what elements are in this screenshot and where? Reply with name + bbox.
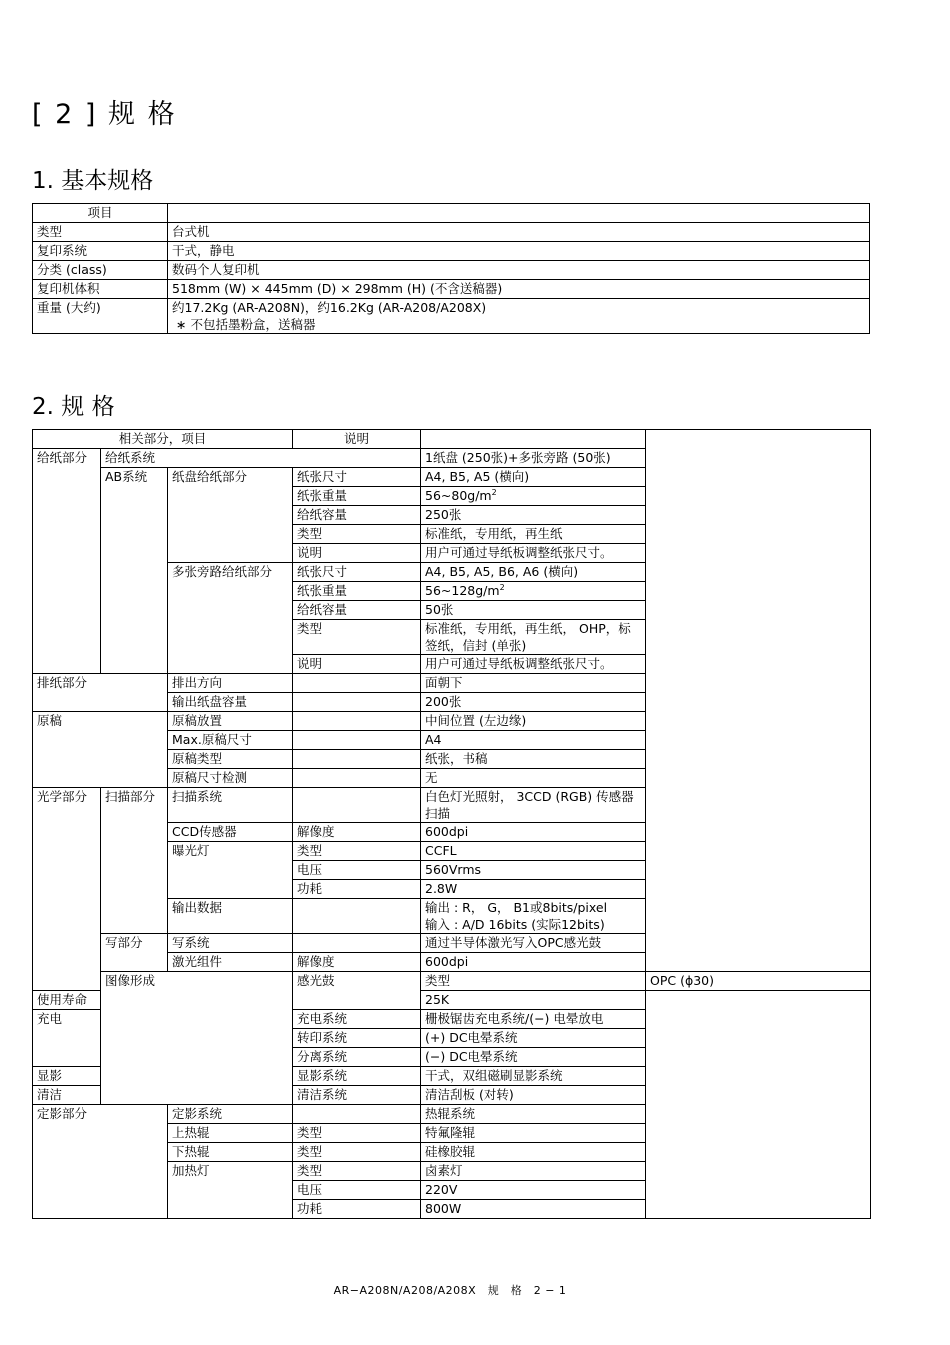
table-row: 输出纸盘容量 200张 xyxy=(33,693,871,712)
table-row: 纸张重量 $56\sim 80g/m^2$ xyxy=(33,487,871,506)
table-header-row: 相关部分，项目 说明 xyxy=(33,430,871,449)
table-row: 光学部分 扫描部分 扫描系统 白色灯光照射， 3CCD (RGB) 传感器扫描 xyxy=(33,788,871,823)
table-row: 显影 显影系统 干式，双组磁刷显影系统 xyxy=(33,1067,871,1086)
table-row: 纸张重量 $56\sim 128g/m^2$ xyxy=(33,582,871,601)
basic-spec-table xyxy=(32,203,870,334)
table-row: 充电 充电系统 栅极锯齿充电系统/(−) 电晕放电 xyxy=(33,1010,871,1029)
weight-note: ∗ 不包括墨粉盒，送稿器 xyxy=(176,317,316,332)
header-item: 项目 xyxy=(33,204,168,223)
table-row: 给纸容量 250张 xyxy=(33,506,871,525)
table-row: AB系统 纸盘给纸部分 纸张尺寸 A4, B5, A5 (横向) xyxy=(33,468,871,487)
table-row: 分类 (class) 数码个人复印机 xyxy=(33,261,870,280)
table-row: 说明 用户可通过导纸板调整纸张尺寸。 xyxy=(33,544,871,563)
table-row: 加热灯 类型 卤素灯 xyxy=(33,1162,871,1181)
table-row: 原稿 原稿放置 中间位置 (左边缘) xyxy=(33,712,871,731)
table-row: 激光组件 解像度 600dpi xyxy=(33,953,871,972)
table-row: 下热辊 类型 硅橡胶辊 xyxy=(33,1143,871,1162)
table-row: 分离系统 (−) DC电晕系统 xyxy=(33,1048,871,1067)
table-row: 类型 台式机 xyxy=(33,223,870,242)
table-row: 原稿尺寸检测 无 xyxy=(33,769,871,788)
table-row: 定影部分 定影系统 热辊系统 xyxy=(33,1105,871,1124)
table-row: 清洁 清洁系统 清洁刮板 (对转) xyxy=(33,1086,871,1105)
table-row: 类型 标准纸，专用纸，再生纸 xyxy=(33,525,871,544)
page-title: [ 2 ] 规 格 xyxy=(32,99,177,130)
table-row: 原稿类型 纸张，书稿 xyxy=(33,750,871,769)
table-row: 给纸容量 50张 xyxy=(33,601,871,620)
table-row: 写部分 写系统 通过半导体激光写入OPC感光鼓 xyxy=(33,934,871,953)
table-header-row xyxy=(33,204,870,223)
table-row: 类型 标准纸，专用纸，再生纸， OHP，标签纸，信封 (单张) xyxy=(33,620,871,655)
table-row: 重量 (大约) 约17.2Kg (AR-A208N)，约16.2Kg (AR-A208/A208X) ∗ 不包括墨粉盒，送稿器 xyxy=(33,299,870,334)
table-row: Max.原稿尺寸 A4 xyxy=(33,731,871,750)
table-row: 给纸部分 给纸系统 1纸盘 (250张)+多张旁路 (50张) xyxy=(33,449,871,468)
table-row: 排纸部分 排出方向 面朝下 xyxy=(33,674,871,693)
table-row: 曝光灯 类型 CCFL xyxy=(33,842,871,861)
table-row: 输出数据 输出 : R， G， B1或8bits/pixel 输入 : A/D 16bits (实际12bits) xyxy=(33,899,871,934)
section1-title: 1. 基本规格 xyxy=(32,168,154,194)
table-row: 复印系统 干式，静电 xyxy=(33,242,870,261)
table-row: 上热辊 类型 特氟隆辊 xyxy=(33,1124,871,1143)
table-row: CCD传感器 解像度 600dpi xyxy=(33,823,871,842)
table-row: 多张旁路给纸部分 纸张尺寸 A4, B5, A5, B6, A6 (横向) xyxy=(33,563,871,582)
table-row: 复印机体积 518mm (W) × 445mm (D) × 298mm (H) (不含送稿器) xyxy=(33,280,870,299)
spec-table xyxy=(32,429,871,1219)
table-row: 功耗 2.8W xyxy=(33,880,871,899)
table-row: 功耗 800W xyxy=(33,1200,871,1219)
table-row: 使用寿命 25K xyxy=(33,991,871,1010)
table-row: 电压 220V xyxy=(33,1181,871,1200)
table-row: 说明 用户可通过导纸板调整纸张尺寸。 xyxy=(33,655,871,674)
table-row: 转印系统 (+) DC电晕系统 xyxy=(33,1029,871,1048)
page-footer: AR−A208N/A208/A208X 规 格 2 − 1 xyxy=(333,1284,567,1297)
section2-title: 2. 规 格 xyxy=(32,394,115,420)
table-row: 图像形成 感光鼓 类型 OPC (ϕ30) xyxy=(33,972,871,991)
table-row: 电压 560Vrms xyxy=(33,861,871,880)
